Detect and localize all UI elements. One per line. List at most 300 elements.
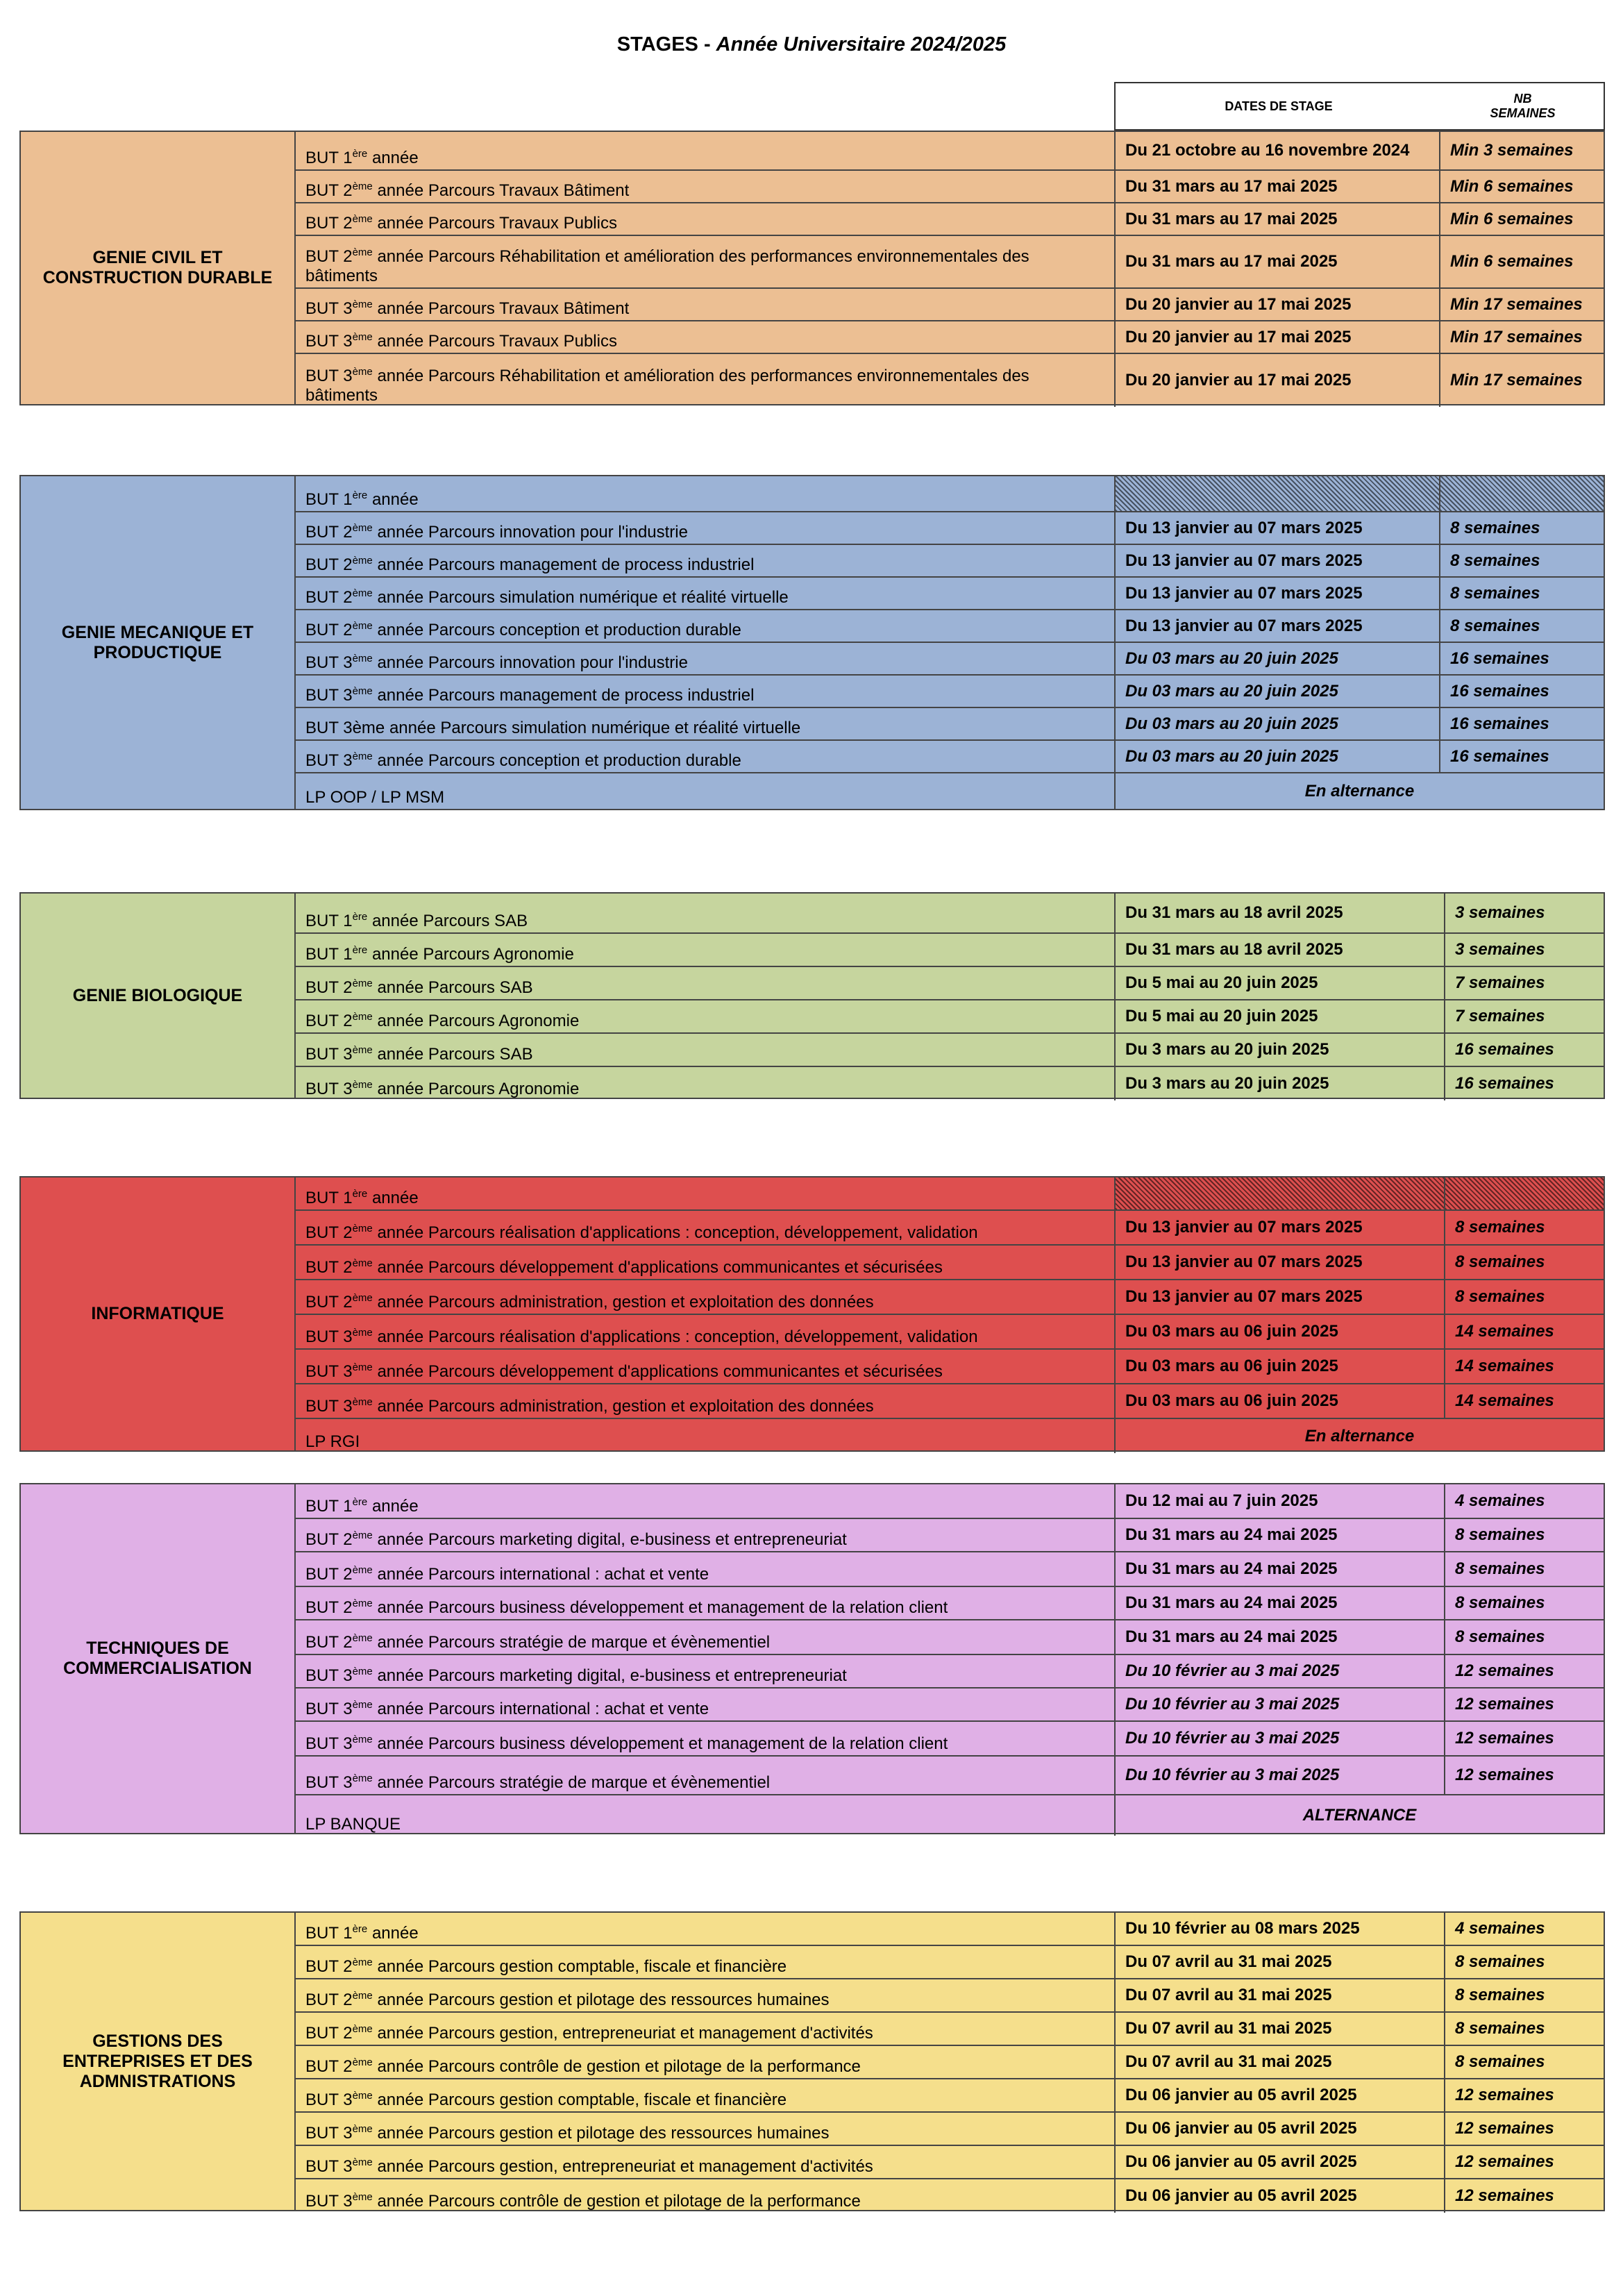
weeks-count: Min 6 semaines xyxy=(1450,176,1574,196)
table-row xyxy=(296,2113,1604,2146)
ordinal-suffix: ème xyxy=(352,1734,373,1745)
alternance-cell: En alternance xyxy=(1304,781,1415,801)
weeks-count: 8 semaines xyxy=(1455,1252,1545,1271)
ordinal-suffix: ème xyxy=(352,620,373,632)
program-text: BUT 2ème année Parcours stratégie de marque et évènementiel xyxy=(305,1632,771,1652)
ordinal-suffix: ème xyxy=(352,653,373,664)
program-text: BUT 3ème année Parcours innovation pour l'industrie xyxy=(305,653,688,672)
table-row xyxy=(296,1350,1604,1384)
program-label xyxy=(296,2079,1116,2111)
weeks-count: 8 semaines xyxy=(1450,518,1540,537)
stage-dates: Du 3 mars au 20 juin 2025 xyxy=(1116,1067,1445,1100)
stage-dates: Du 06 janvier au 05 avril 2025 xyxy=(1116,2179,1445,2213)
weeks-count: Min 17 semaines xyxy=(1450,371,1583,389)
program-text: BUT 3ème année Parcours simulation numérique et réalité virtuelle xyxy=(305,719,801,737)
stage-dates: Du 5 mai au 20 juin 2025 xyxy=(1116,1000,1445,1032)
program-text: BUT 2ème année Parcours développement d'applications communicantes et sécurisées xyxy=(305,1257,943,1277)
ordinal-suffix: ère xyxy=(352,148,368,160)
weeks-count: 8 semaines xyxy=(1455,1525,1545,1544)
table-row xyxy=(296,1655,1604,1689)
table-row xyxy=(296,1795,1604,1836)
weeks-count: 8 semaines xyxy=(1455,2052,1545,2071)
ordinal-suffix: ème xyxy=(352,1990,373,2002)
ordinal-suffix: ème xyxy=(352,366,373,378)
table-row xyxy=(296,741,1604,773)
weeks-count: Min 17 semaines xyxy=(1450,294,1583,314)
table-row xyxy=(296,1587,1604,1620)
stage-dates: Du 03 mars au 20 juin 2025 xyxy=(1116,676,1440,707)
ordinal-suffix: ème xyxy=(352,978,373,989)
ordinal-suffix: ème xyxy=(352,2191,373,2203)
table-row xyxy=(296,2046,1604,2079)
stage-dates: Du 13 janvier au 07 mars 2025 xyxy=(1116,1246,1445,1279)
program-label xyxy=(296,1552,1116,1586)
ordinal-suffix: ème xyxy=(352,2090,373,2102)
program-text: BUT 3ème année Parcours business développement et management de la relation client xyxy=(305,1734,948,1753)
table-row xyxy=(296,708,1604,741)
stage-dates: Du 07 avril au 31 mai 2025 xyxy=(1116,1946,1445,1978)
program-label xyxy=(296,1067,1116,1100)
table-row xyxy=(296,1484,1604,1519)
weeks-count: 14 semaines xyxy=(1455,1357,1554,1375)
ordinal-suffix: ème xyxy=(352,1598,373,1609)
weeks-count: 16 semaines xyxy=(1450,681,1549,701)
ordinal-suffix: ème xyxy=(352,1564,373,1576)
stage-dates: Du 31 mars au 17 mai 2025 xyxy=(1116,171,1440,202)
program-text: BUT 2ème année Parcours gestion, entrepreneuriat et management d'activités xyxy=(305,2023,873,2043)
program-text: BUT 1ère année Parcours Agronomie xyxy=(305,944,574,964)
weeks-count: 4 semaines xyxy=(1455,1491,1545,1510)
program-text: BUT 2ème année Parcours Travaux Publics xyxy=(305,213,617,233)
program-text: BUT 2ème année Parcours Réhabilitation et amélioration des performances environnementales des bâtiments xyxy=(305,246,1029,285)
stage-dates: Du 3 mars au 20 juin 2025 xyxy=(1116,1034,1445,1066)
table-row xyxy=(296,1178,1604,1211)
program-label xyxy=(296,1419,1116,1453)
program-label xyxy=(296,1280,1116,1314)
program-label xyxy=(296,643,1116,674)
weeks-count: 14 semaines xyxy=(1455,1322,1554,1341)
program-label xyxy=(296,1689,1116,1720)
program-label xyxy=(296,610,1116,642)
weeks-count: 16 semaines xyxy=(1450,714,1549,733)
stage-dates: Du 20 janvier au 17 mai 2025 xyxy=(1116,289,1440,320)
ordinal-suffix: ème xyxy=(352,1044,373,1056)
program-text: BUT 1ère année xyxy=(305,1496,419,1516)
program-label xyxy=(296,1913,1116,1945)
program-text: BUT 3ème année Parcours Travaux Publics xyxy=(305,331,617,351)
table-row xyxy=(296,773,1604,809)
program-text: BUT 3ème année Parcours marketing digital, e-business et entrepreneuriat xyxy=(305,1666,847,1685)
page-title xyxy=(0,33,1623,56)
weeks-count: 8 semaines xyxy=(1455,1287,1545,1306)
program-label xyxy=(296,1620,1116,1654)
program-text: BUT 2ème année Parcours administration, gestion et exploitation des données xyxy=(305,1292,874,1312)
title-year: Année Universitaire 2024/2025 xyxy=(716,33,1007,56)
program-label xyxy=(296,321,1116,353)
stage-dates: Du 06 janvier au 05 avril 2025 xyxy=(1116,2146,1445,2178)
stage-dates: Du 31 mars au 18 avril 2025 xyxy=(1116,894,1445,932)
program-text: BUT 3ème année Parcours Agronomie xyxy=(305,1079,580,1098)
ordinal-suffix: ère xyxy=(352,911,368,923)
table-row xyxy=(296,1946,1604,1979)
title-main: STAGES - xyxy=(616,33,716,56)
header-nb-line2: SEMAINES xyxy=(1490,106,1556,120)
ordinal-suffix: ère xyxy=(352,1496,368,1508)
stage-dates: Du 20 janvier au 17 mai 2025 xyxy=(1116,354,1440,407)
program-text: BUT 2ème année Parcours innovation pour l'industrie xyxy=(305,522,688,542)
weeks-count: 16 semaines xyxy=(1450,648,1549,668)
program-label xyxy=(296,236,1116,287)
stage-dates: Du 13 janvier au 07 mars 2025 xyxy=(1116,578,1440,609)
stage-dates: Du 13 janvier au 07 mars 2025 xyxy=(1116,512,1440,544)
program-text: BUT 3ème année Parcours Réhabilitation et amélioration des performances environnementales des bâtiments xyxy=(305,366,1029,405)
ordinal-suffix: ème xyxy=(352,587,373,599)
program-text: BUT 2ème année Parcours marketing digital, e-business et entrepreneuriat xyxy=(305,1530,847,1549)
stage-dates: Du 31 mars au 24 mai 2025 xyxy=(1116,1519,1445,1551)
department-name: GENIE CIVIL ET CONSTRUCTION DURABLE xyxy=(21,132,296,404)
table-row xyxy=(296,2013,1604,2046)
weeks-count: 12 semaines xyxy=(1455,2152,1554,2171)
department-name: TECHNIQUES DE COMMERCIALISATION xyxy=(21,1484,296,1833)
program-label xyxy=(296,676,1116,707)
stage-dates: Du 03 mars au 06 juin 2025 xyxy=(1116,1315,1445,1348)
program-text: BUT 2ème année Parcours business développement et management de la relation client xyxy=(305,1598,948,1617)
program-label xyxy=(296,2046,1116,2078)
program-text: BUT 2ème année Parcours gestion comptable, fiscale et financière xyxy=(305,1956,787,1976)
program-text: BUT 2ème année Parcours contrôle de gestion et pilotage de la performance xyxy=(305,2056,861,2076)
program-text: BUT 3ème année Parcours management de process industriel xyxy=(305,685,755,705)
ordinal-suffix: ème xyxy=(352,2123,373,2135)
section-tc xyxy=(19,1483,1605,1834)
table-row xyxy=(296,1913,1604,1946)
weeks-count: 12 semaines xyxy=(1455,2086,1554,2104)
table-row xyxy=(296,894,1604,934)
stage-dates: Du 13 janvier au 07 mars 2025 xyxy=(1116,545,1440,576)
stage-dates: Du 20 janvier au 17 mai 2025 xyxy=(1116,321,1440,353)
ordinal-suffix: ème xyxy=(352,181,373,192)
program-label xyxy=(296,1484,1116,1518)
weeks-count: 7 semaines xyxy=(1455,973,1545,992)
stage-dates: Du 31 mars au 24 mai 2025 xyxy=(1116,1552,1445,1586)
ordinal-suffix: ème xyxy=(352,522,373,534)
header-dates-label: DATES DE STAGE xyxy=(1225,99,1333,113)
department-name: INFORMATIQUE xyxy=(21,1178,296,1450)
program-text: BUT 2ème année Parcours gestion et pilotage des ressources humaines xyxy=(305,1990,830,2009)
ordinal-suffix: ème xyxy=(352,1011,373,1023)
weeks-count: 16 semaines xyxy=(1450,746,1549,766)
weeks-count: Min 17 semaines xyxy=(1450,327,1583,346)
table-row xyxy=(296,321,1604,354)
ordinal-suffix: ème xyxy=(352,2156,373,2168)
stage-dates: Du 13 janvier au 07 mars 2025 xyxy=(1116,610,1440,642)
hatched-date-cell xyxy=(1116,1178,1445,1209)
stage-dates: Du 31 mars au 17 mai 2025 xyxy=(1116,236,1440,287)
weeks-count: 8 semaines xyxy=(1455,1627,1545,1646)
program-label xyxy=(296,1211,1116,1244)
weeks-count: 16 semaines xyxy=(1455,1040,1554,1059)
program-text: LP OOP / LP MSM xyxy=(305,788,445,807)
ordinal-suffix: ème xyxy=(352,1666,373,1677)
table-row xyxy=(296,610,1604,643)
ordinal-suffix: ère xyxy=(352,944,368,956)
table-row xyxy=(296,1519,1604,1552)
ordinal-suffix: ème xyxy=(352,1699,373,1711)
program-label xyxy=(296,354,1116,407)
table-row xyxy=(296,171,1604,203)
ordinal-suffix: ème xyxy=(352,1292,373,1304)
table-row xyxy=(296,354,1604,407)
table-row xyxy=(296,1280,1604,1315)
table-row xyxy=(296,289,1604,321)
table-row xyxy=(296,934,1604,967)
program-label xyxy=(296,934,1116,966)
program-label xyxy=(296,171,1116,202)
table-row xyxy=(296,2146,1604,2179)
program-label xyxy=(296,1519,1116,1551)
program-text: BUT 3ème année Parcours gestion comptable, fiscale et financière xyxy=(305,2090,787,2109)
program-text: BUT 2ème année Parcours Travaux Bâtiment xyxy=(305,181,630,200)
header-nb-line1: NB xyxy=(1513,92,1532,106)
table-row xyxy=(296,476,1604,512)
program-label xyxy=(296,289,1116,320)
ordinal-suffix: ème xyxy=(352,1773,373,1784)
weeks-count: 8 semaines xyxy=(1455,1559,1545,1578)
program-label xyxy=(296,1246,1116,1279)
hatched-weeks-cell xyxy=(1445,1178,1604,1209)
program-label xyxy=(296,2013,1116,2045)
program-label xyxy=(296,773,1116,809)
program-text: BUT 3ème année Parcours développement d'applications communicantes et sécurisées xyxy=(305,1361,943,1381)
weeks-count: 3 semaines xyxy=(1455,940,1545,959)
stage-dates: Du 03 mars au 20 juin 2025 xyxy=(1116,643,1440,674)
program-text: BUT 3ème année Parcours gestion et pilotage des ressources humaines xyxy=(305,2123,830,2143)
table-row xyxy=(296,2079,1604,2113)
table-row xyxy=(296,676,1604,708)
ordinal-suffix: ème xyxy=(352,1956,373,1968)
table-row xyxy=(296,643,1604,676)
weeks-count: 8 semaines xyxy=(1455,1952,1545,1971)
program-text: BUT 2ème année Parcours SAB xyxy=(305,978,533,997)
ordinal-suffix: ème xyxy=(352,555,373,567)
weeks-count: 12 semaines xyxy=(1455,1766,1554,1784)
program-label xyxy=(296,1000,1116,1032)
section-info xyxy=(19,1176,1605,1452)
weeks-count: 4 semaines xyxy=(1455,1919,1545,1938)
stage-dates: Du 31 mars au 24 mai 2025 xyxy=(1116,1620,1445,1654)
program-text: BUT 2ème année Parcours management de process industriel xyxy=(305,555,755,574)
table-row xyxy=(296,1419,1604,1453)
program-label xyxy=(296,1315,1116,1348)
table-row xyxy=(296,1034,1604,1067)
stage-dates: Du 07 avril au 31 mai 2025 xyxy=(1116,2046,1445,2078)
program-text: BUT 2ème année Parcours international : achat et vente xyxy=(305,1564,709,1584)
weeks-count: 12 semaines xyxy=(1455,1695,1554,1713)
program-text: BUT 1ère année xyxy=(305,1923,419,1943)
ordinal-suffix: ème xyxy=(352,1223,373,1234)
weeks-count: 12 semaines xyxy=(1455,2186,1554,2205)
ordinal-suffix: ème xyxy=(352,1361,373,1373)
program-text: BUT 1ère année xyxy=(305,1188,419,1207)
ordinal-suffix: ème xyxy=(352,1257,373,1269)
stage-dates: Du 21 octobre au 16 novembre 2024 xyxy=(1116,132,1440,169)
weeks-count: 7 semaines xyxy=(1455,1007,1545,1025)
table-row xyxy=(296,1067,1604,1100)
program-text: BUT 1ère année xyxy=(305,489,419,509)
program-label xyxy=(296,2179,1116,2213)
ordinal-suffix: ère xyxy=(352,1923,368,1935)
stage-dates: Du 13 janvier au 07 mars 2025 xyxy=(1116,1211,1445,1244)
ordinal-suffix: ème xyxy=(352,2056,373,2068)
table-row xyxy=(296,132,1604,171)
stage-dates: Du 31 mars au 24 mai 2025 xyxy=(1116,1587,1445,1619)
table-row xyxy=(296,1000,1604,1034)
program-label xyxy=(296,967,1116,999)
ordinal-suffix: ème xyxy=(352,1327,373,1339)
weeks-count: 8 semaines xyxy=(1455,1593,1545,1612)
ordinal-suffix: ème xyxy=(352,1632,373,1644)
table-row xyxy=(296,1246,1604,1280)
table-row xyxy=(296,1384,1604,1419)
department-name: GESTIONS DES ENTREPRISES ET DES ADMNISTRATIONS xyxy=(21,1913,296,2210)
hatched-date-cell xyxy=(1116,476,1440,511)
table-row xyxy=(296,236,1604,289)
ordinal-suffix: ère xyxy=(352,1188,368,1200)
stage-dates: Du 31 mars au 18 avril 2025 xyxy=(1116,934,1445,966)
stage-dates: Du 10 février au 3 mai 2025 xyxy=(1116,1689,1445,1720)
program-text: LP BANQUE xyxy=(305,1815,401,1834)
stage-dates: Du 10 février au 08 mars 2025 xyxy=(1116,1913,1445,1945)
program-label xyxy=(296,1034,1116,1066)
table-row xyxy=(296,1757,1604,1795)
table-row xyxy=(296,967,1604,1000)
stage-dates: Du 03 mars au 20 juin 2025 xyxy=(1116,708,1440,739)
department-name: GENIE BIOLOGIQUE xyxy=(21,894,296,1098)
ordinal-suffix: ème xyxy=(352,2023,373,2035)
header-dates xyxy=(1114,82,1443,131)
table-row xyxy=(296,1211,1604,1246)
ordinal-suffix: ème xyxy=(352,1396,373,1408)
ordinal-suffix: ère xyxy=(352,489,368,501)
program-text: BUT 3ème année Parcours réalisation d'applications : conception, développement, validation xyxy=(305,1327,978,1346)
stage-dates: Du 10 février au 3 mai 2025 xyxy=(1116,1655,1445,1687)
program-label xyxy=(296,476,1116,511)
weeks-count: 3 semaines xyxy=(1455,903,1545,922)
program-label xyxy=(296,1979,1116,2011)
header-nb-label xyxy=(1490,92,1555,121)
stage-dates: Du 07 avril au 31 mai 2025 xyxy=(1116,2013,1445,2045)
program-label xyxy=(296,2113,1116,2145)
stage-dates: Du 06 janvier au 05 avril 2025 xyxy=(1116,2079,1445,2111)
weeks-count: Min 6 semaines xyxy=(1450,209,1574,228)
program-label xyxy=(296,1655,1116,1687)
weeks-count: 8 semaines xyxy=(1450,551,1540,570)
table-row xyxy=(296,512,1604,545)
weeks-count: 14 semaines xyxy=(1455,1391,1554,1410)
program-label xyxy=(296,894,1116,932)
program-text: LP RGI xyxy=(305,1432,360,1451)
program-text: BUT 2ème année Parcours Agronomie xyxy=(305,1011,580,1030)
stage-dates: Du 06 janvier au 05 avril 2025 xyxy=(1116,2113,1445,2145)
stage-dates: Du 03 mars au 20 juin 2025 xyxy=(1116,741,1440,772)
program-text: BUT 3ème année Parcours conception et production durable xyxy=(305,751,741,770)
ordinal-suffix: ème xyxy=(352,685,373,697)
weeks-count: 12 semaines xyxy=(1455,1661,1554,1680)
stage-dates: Du 10 février au 3 mai 2025 xyxy=(1116,1757,1445,1794)
stage-dates: Du 03 mars au 06 juin 2025 xyxy=(1116,1384,1445,1418)
program-label xyxy=(296,512,1116,544)
ordinal-suffix: ème xyxy=(352,1530,373,1541)
program-text: BUT 3ème année Parcours contrôle de gestion et pilotage de la performance xyxy=(305,2191,861,2211)
program-label xyxy=(296,2146,1116,2178)
stage-dates: Du 5 mai au 20 juin 2025 xyxy=(1116,967,1445,999)
section-gea xyxy=(19,1911,1605,2211)
table-row xyxy=(296,1620,1604,1655)
table-row xyxy=(296,1979,1604,2013)
ordinal-suffix: ème xyxy=(352,299,373,310)
section-gb xyxy=(19,892,1605,1099)
table-row xyxy=(296,1722,1604,1757)
weeks-count: Min 6 semaines xyxy=(1450,252,1574,271)
weeks-count: Min 3 semaines xyxy=(1450,141,1574,160)
program-text: BUT 1ère année Parcours SAB xyxy=(305,911,528,930)
program-text: BUT 2ème année Parcours réalisation d'applications : conception, développement, validation xyxy=(305,1223,978,1242)
header-nb-weeks xyxy=(1442,82,1605,131)
weeks-count: 8 semaines xyxy=(1450,583,1540,603)
table-row xyxy=(296,1689,1604,1722)
program-label xyxy=(296,741,1116,772)
program-label xyxy=(296,132,1116,169)
program-label xyxy=(296,1946,1116,1978)
ordinal-suffix: ème xyxy=(352,331,373,343)
alternance-cell: En alternance xyxy=(1304,1426,1415,1446)
ordinal-suffix: ème xyxy=(352,213,373,225)
table-row xyxy=(296,2179,1604,2213)
program-text: BUT 3ème année Parcours SAB xyxy=(305,1044,533,1064)
program-text: BUT 3ème année Parcours international : achat et vente xyxy=(305,1699,709,1718)
program-label xyxy=(296,1178,1116,1209)
stage-dates: Du 31 mars au 17 mai 2025 xyxy=(1116,203,1440,235)
program-text: BUT 1ère année xyxy=(305,148,419,167)
ordinal-suffix: ème xyxy=(352,246,373,258)
weeks-count: 8 semaines xyxy=(1455,2019,1545,2038)
table-row xyxy=(296,1315,1604,1350)
table-row xyxy=(296,1552,1604,1587)
program-text: BUT 3ème année Parcours administration, gestion et exploitation des données xyxy=(305,1396,874,1416)
program-label xyxy=(296,1384,1116,1418)
program-text: BUT 3ème année Parcours gestion, entrepreneuriat et management d'activités xyxy=(305,2156,873,2176)
weeks-count: 8 semaines xyxy=(1455,1986,1545,2004)
stage-dates: Du 12 mai au 7 juin 2025 xyxy=(1116,1484,1445,1518)
program-label xyxy=(296,203,1116,235)
program-label xyxy=(296,1350,1116,1383)
weeks-count: 16 semaines xyxy=(1455,1074,1554,1093)
stage-dates: Du 07 avril au 31 mai 2025 xyxy=(1116,1979,1445,2011)
weeks-count: 8 semaines xyxy=(1450,616,1540,635)
weeks-count: 8 semaines xyxy=(1455,1218,1545,1237)
weeks-count: 12 semaines xyxy=(1455,1729,1554,1748)
ordinal-suffix: ème xyxy=(352,751,373,762)
program-label xyxy=(296,545,1116,576)
ordinal-suffix: ème xyxy=(352,1079,373,1091)
weeks-count: 12 semaines xyxy=(1455,2119,1554,2138)
section-gm xyxy=(19,475,1605,810)
stage-dates: Du 13 janvier au 07 mars 2025 xyxy=(1116,1280,1445,1314)
program-label xyxy=(296,708,1116,739)
program-text: BUT 2ème année Parcours conception et production durable xyxy=(305,620,741,639)
stage-dates: Du 10 février au 3 mai 2025 xyxy=(1116,1722,1445,1755)
program-text: BUT 2ème année Parcours simulation numérique et réalité virtuelle xyxy=(305,587,789,607)
program-label xyxy=(296,1795,1116,1836)
